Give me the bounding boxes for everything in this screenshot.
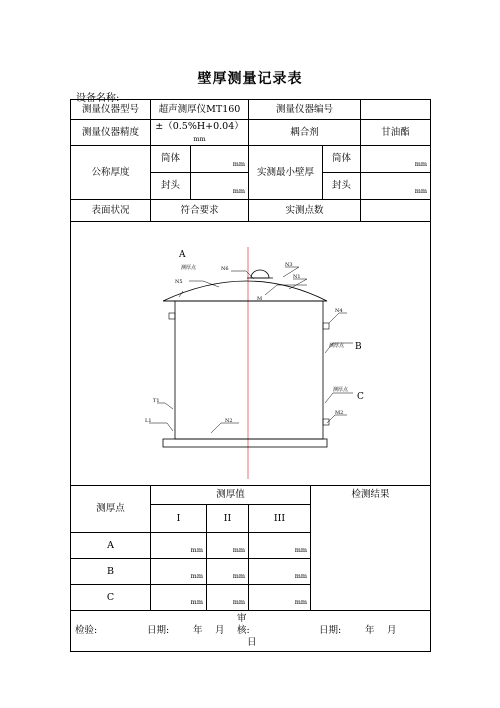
vessel-shell [175,301,323,439]
device-name-label: 设备名称: [76,93,120,104]
point-b-val-2[interactable]: mm [207,559,249,585]
result-header-cell [311,486,431,611]
min-head-label: 封头 [323,173,361,200]
min-shell-label: 筒体 [323,146,361,173]
serial-label: 测量仪器编号 [249,100,361,120]
nominal-head-value[interactable]: mm [191,173,249,200]
nominal-shell-label: 筒体 [151,146,191,173]
col-ii-header: II [207,505,249,533]
inspection-result-header: 检测结果 [351,489,390,500]
review-date-label: 日期: [319,625,342,636]
points-label: 实测点数 [249,200,361,222]
model-label: 测量仪器型号 [71,100,151,120]
nozzle-n4-tag: N4 [335,307,343,314]
nozzle-n6-tag: N6 [221,265,229,272]
manhole-m-tag: M [257,295,263,302]
review-year-label: 年 [365,625,375,636]
surface-label: 表面状况 [71,200,151,222]
point-a-cell: A [71,533,151,559]
inspect-month-label: 月 [215,625,225,636]
inspector-label: 检验: [75,625,98,636]
reviewer-label: 审核: [237,613,250,636]
points-value[interactable] [361,200,431,222]
review-month-label: 月 [387,625,397,636]
measure-point-tag-2: 测厚点 [329,342,345,349]
surface-value: 符合要求 [151,200,249,222]
page-title: 壁厚测量记录表 [197,71,303,87]
min-thickness-label: 实测最小壁厚 [249,146,323,200]
point-a-val-2[interactable]: mm [207,533,249,559]
wall-thickness-form [70,99,431,652]
point-c-val-2[interactable]: mm [207,585,249,611]
col-i-header: I [151,505,207,533]
manway-icon [251,270,269,278]
inspect-date-label: 日期: [147,625,170,636]
nominal-head-label: 封头 [151,173,191,200]
nozzle-n2-tag: N2 [225,417,233,424]
measure-point-tag-3: 测厚点 [333,386,349,393]
result-point-header: 测厚点 [71,486,151,533]
point-b-val-3[interactable]: mm [249,559,311,585]
point-a-val-1[interactable]: mm [151,533,207,559]
min-head-value[interactable]: mm [361,173,431,200]
nozzle-t1-tag: T1 [153,397,160,404]
couplant-value: 甘油酯 [361,120,431,146]
point-b-cell: B [71,559,151,585]
nominal-shell-value[interactable]: mm [191,146,249,173]
nozzle-m2-tag: M2 [335,409,344,416]
point-c-label: C [357,391,364,402]
nozzle-n3-tag: N3 [285,261,293,268]
precision-cell [151,120,249,146]
nozzle-n1-tag: N1 [293,273,301,280]
point-c-val-1[interactable]: mm [151,585,207,611]
nozzle-n5-tag: N5 [175,278,183,285]
point-b-label: B [355,341,362,352]
couplant-label: 耦合剂 [249,120,361,146]
vessel-base [163,439,327,447]
nozzle-l1-tag: L1 [145,417,152,424]
point-c-cell: C [71,585,151,611]
min-shell-value[interactable]: mm [361,146,431,173]
precision-label: 测量仪器精度 [71,120,151,146]
inspect-year-label: 年 [193,625,203,636]
col-iii-header: III [249,505,311,533]
model-value: 超声测厚仪MT160 [151,100,249,120]
point-a-val-3[interactable]: mm [249,533,311,559]
point-a-label: A [179,249,186,260]
precision-unit: mm [193,134,206,143]
point-c-val-3[interactable]: mm [249,585,311,611]
vessel-diagram-cell [71,222,431,486]
point-b-val-1[interactable]: mm [151,559,207,585]
vessel-diagram [71,223,429,485]
vessel-head [163,278,327,301]
precision-value: ±（0.5%H+0.04） [155,120,244,132]
serial-value[interactable] [361,100,431,120]
measure-point-tag-1: 测厚点 [181,264,197,271]
nominal-thickness-label: 公称厚度 [71,146,151,200]
signature-row [71,611,431,652]
inspect-day-label: 日 [247,637,257,648]
thickness-value-header: 测厚值 [151,486,311,505]
